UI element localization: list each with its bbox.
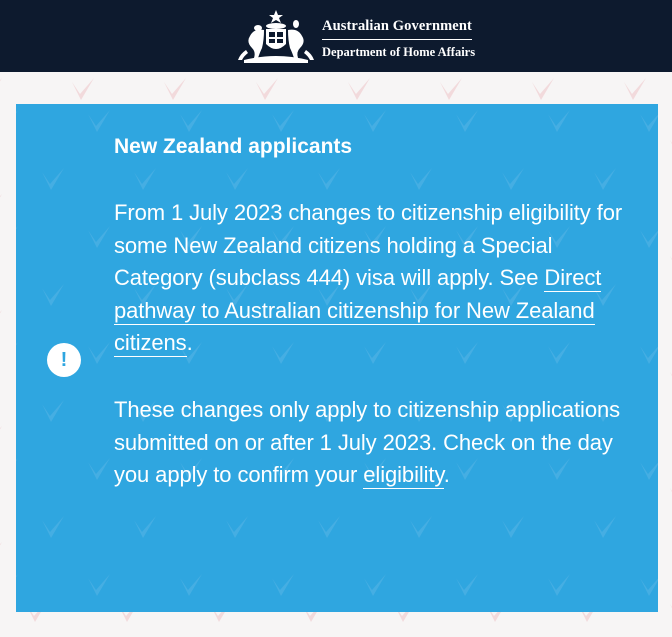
watermark-mark: [272, 110, 294, 132]
government-branding: [322, 18, 475, 60]
watermark-mark: [272, 574, 294, 596]
notice-text: From 1 July 2023 changes to citizenship eligibility for some New Zealand citizens holding a Special Category (subclass 444) visa will apply. See: [114, 200, 623, 291]
notice-title: New Zealand applicants: [114, 135, 353, 158]
watermark-mark: [640, 110, 658, 132]
watermark-mark: [16, 458, 18, 480]
watermark-mark: [0, 78, 2, 100]
watermark-mark: [180, 574, 202, 596]
watermark-mark: [594, 516, 616, 538]
notice-text: .: [443, 462, 450, 488]
watermark-mark: [532, 78, 554, 100]
eligibility-link[interactable]: eligibility: [363, 462, 444, 488]
watermark-mark: [42, 168, 64, 190]
watermark-mark: [456, 110, 478, 132]
notice-paragraph-1: [114, 197, 634, 360]
watermark-mark: [72, 78, 94, 100]
watermark-mark: [364, 574, 386, 596]
department-name: Department of Home Affairs: [322, 45, 476, 59]
watermark-mark: [16, 574, 18, 596]
exclamation-icon: !: [47, 343, 81, 377]
direct-pathway-link[interactable]: Direct pathway to Australian citizenship for New Zealand citizens: [114, 265, 602, 356]
watermark-mark: [640, 458, 658, 480]
watermark-mark: [134, 516, 156, 538]
watermark-mark: [548, 574, 570, 596]
watermark-mark: [88, 110, 110, 132]
watermark-mark: [624, 78, 646, 100]
watermark-mark: [0, 194, 2, 216]
watermark-mark: [164, 78, 186, 100]
watermark-mark: [16, 110, 18, 132]
watermark-mark: [0, 310, 2, 332]
government-name: Australian Government: [322, 18, 472, 40]
watermark-mark: [88, 226, 110, 248]
watermark-mark: [364, 110, 386, 132]
watermark-mark: [0, 542, 2, 564]
watermark-mark: [88, 574, 110, 596]
watermark-mark: [548, 110, 570, 132]
watermark-mark: [226, 516, 248, 538]
watermark-mark: [16, 226, 18, 248]
notice-text: .: [186, 330, 193, 356]
watermark-mark: [502, 516, 524, 538]
watermark-mark: [640, 574, 658, 596]
coat-of-arms-icon: [236, 8, 316, 64]
watermark-mark: [348, 78, 370, 100]
watermark-mark: [440, 78, 462, 100]
alert-notice: [16, 104, 658, 612]
watermark-mark: [318, 516, 340, 538]
site-header: [0, 0, 672, 72]
notice-content: [114, 132, 634, 492]
watermark-mark: [88, 342, 110, 364]
watermark-mark: [410, 516, 432, 538]
notice-paragraph-2: [114, 394, 634, 492]
notice-text: These changes only apply to citizenship applications submitted on or after 1 July 2023. Check on the day you apply to confirm your: [114, 396, 620, 488]
watermark-mark: [88, 458, 110, 480]
watermark-mark: [456, 574, 478, 596]
watermark-mark: [16, 342, 18, 364]
watermark-mark: [42, 516, 64, 538]
watermark-mark: [640, 342, 658, 364]
watermark-mark: [256, 78, 278, 100]
watermark-mark: [42, 400, 64, 422]
watermark-mark: [42, 284, 64, 306]
watermark-mark: [640, 226, 658, 248]
watermark-mark: [180, 110, 202, 132]
watermark-mark: [0, 426, 2, 448]
